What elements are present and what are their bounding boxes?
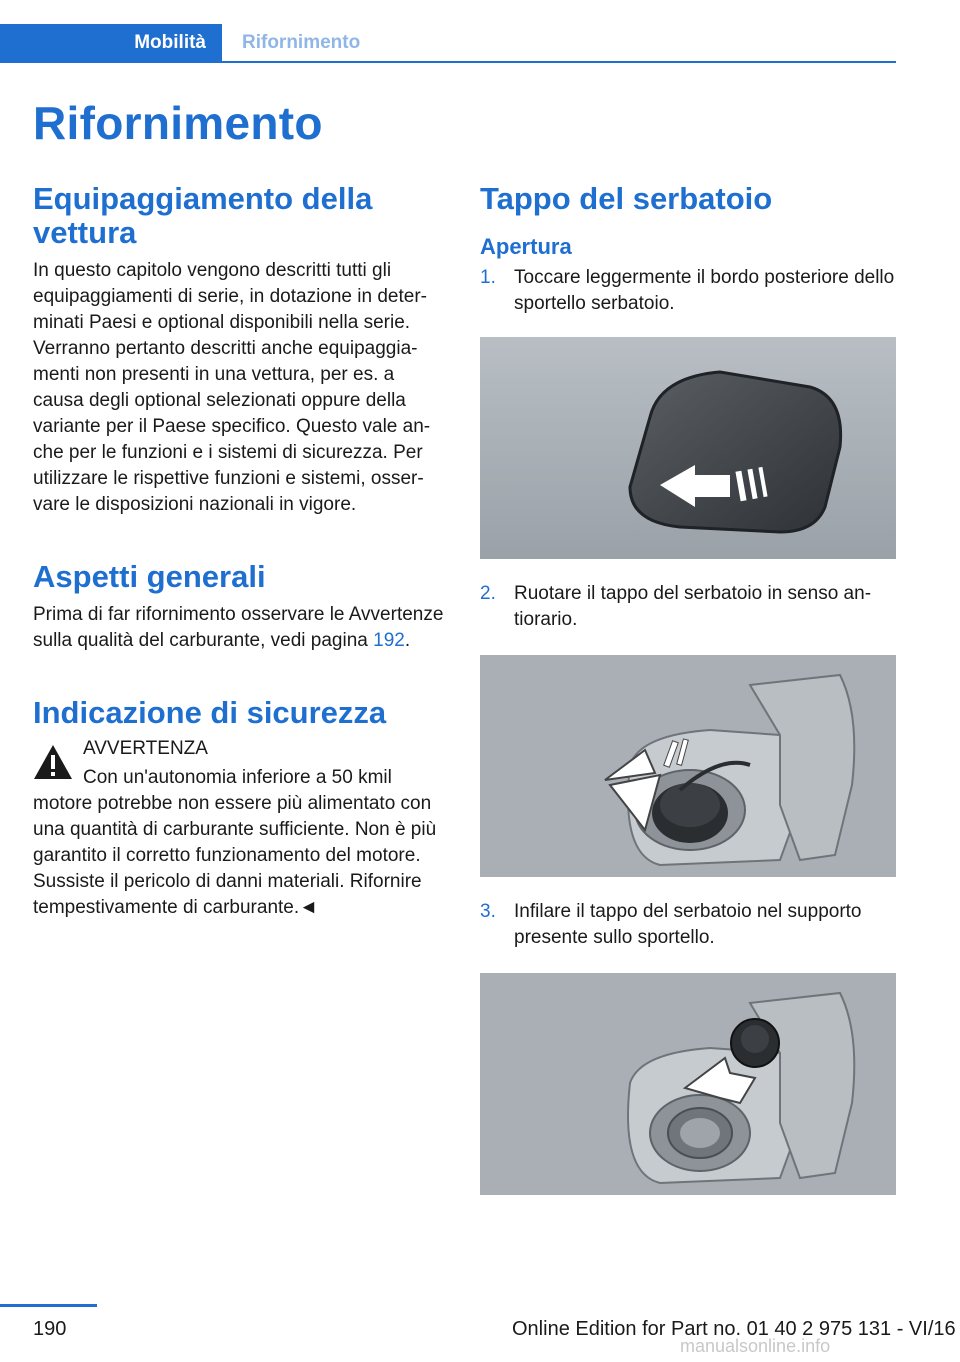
section-heading-tappo: Tappo del serbatoio: [480, 181, 773, 216]
right-column: [480, 182, 896, 1195]
tab-mobilita[interactable]: Mobilità: [0, 24, 222, 61]
step-text: Ruotare il tappo del serbatoio in senso antiorario.: [514, 583, 872, 630]
page-link-192[interactable]: 192: [373, 630, 405, 651]
warning-body: motore potrebbe non essere più alimentato con una quantità di carburante sufficiente. Non è più garantito il corretto funzionamento del motore. Sussiste il pericolo di danni materiali. Rifornire tempestivamente di carburante.◄: [33, 793, 437, 918]
tab-rifornimento[interactable]: Rifornimento: [242, 31, 361, 53]
section-heading-aspetti: Aspetti generali: [33, 559, 266, 594]
warning-block: [33, 736, 447, 921]
page-number: 190: [33, 1318, 67, 1340]
figure-fuel-cap-holder: [480, 973, 896, 1195]
figure-fuel-cap-rotate: [480, 655, 896, 877]
warning-triangle-icon: [33, 744, 73, 780]
section-heading-equipaggiamento: Equipaggiamento della vettura: [33, 181, 373, 250]
step-number: 2.: [480, 583, 496, 604]
left-column: [33, 182, 447, 921]
section-body-aspetti: [33, 602, 447, 654]
figure-fuel-flap-press: [480, 337, 896, 559]
step-text: Infilare il tappo del serbatoio nel supporto presente sullo sportello.: [514, 901, 862, 948]
step-text: Toccare leggermente il bordo posteriore dello sportello serbatoio.: [514, 267, 895, 314]
header-rule: [0, 61, 896, 63]
section-heading-sicurezza: Indicazione di sicurezza: [33, 695, 387, 730]
step-2: [480, 581, 896, 633]
step-1: [480, 265, 896, 317]
edition-text: Online Edition for Part no. 01 40 2 975 131 - VI/16: [512, 1318, 956, 1340]
aspetti-text-end: .: [404, 630, 411, 651]
step-3: [480, 899, 896, 951]
watermark: manualsonline.info: [680, 1336, 831, 1356]
step-number: 1.: [480, 267, 496, 288]
page-title: Rifornimento: [33, 97, 323, 149]
footer-rule: [0, 1304, 97, 1307]
section-body-equipaggiamento: In questo capitolo vengono descritti tutti gli equipaggiamenti di serie, in dotazione in determinati Paesi e optional disponibili nella serie. Verranno pertanto descritti anche equipaggiamenti non presenti in una vettura, per es. a causa degli optional selezionati oppure della variante per il Paese specifico. Questo vale anche per le funzioni e i sistemi di sicurezza. Per utilizzare le rispettive funzioni e sistemi, osservare le disposizioni nazionali in vigore.: [33, 260, 431, 515]
warning-first-line: Con un'autonomia inferiore a 50 kmil: [83, 767, 392, 788]
subheading-apertura: Apertura: [480, 234, 572, 259]
warning-label: AVVERTENZA: [83, 738, 208, 759]
step-number: 3.: [480, 901, 496, 922]
aspetti-text: Prima di far rifornimento osservare le Avvertenze sulla qualità del carburante, vedi pagina: [33, 604, 444, 651]
